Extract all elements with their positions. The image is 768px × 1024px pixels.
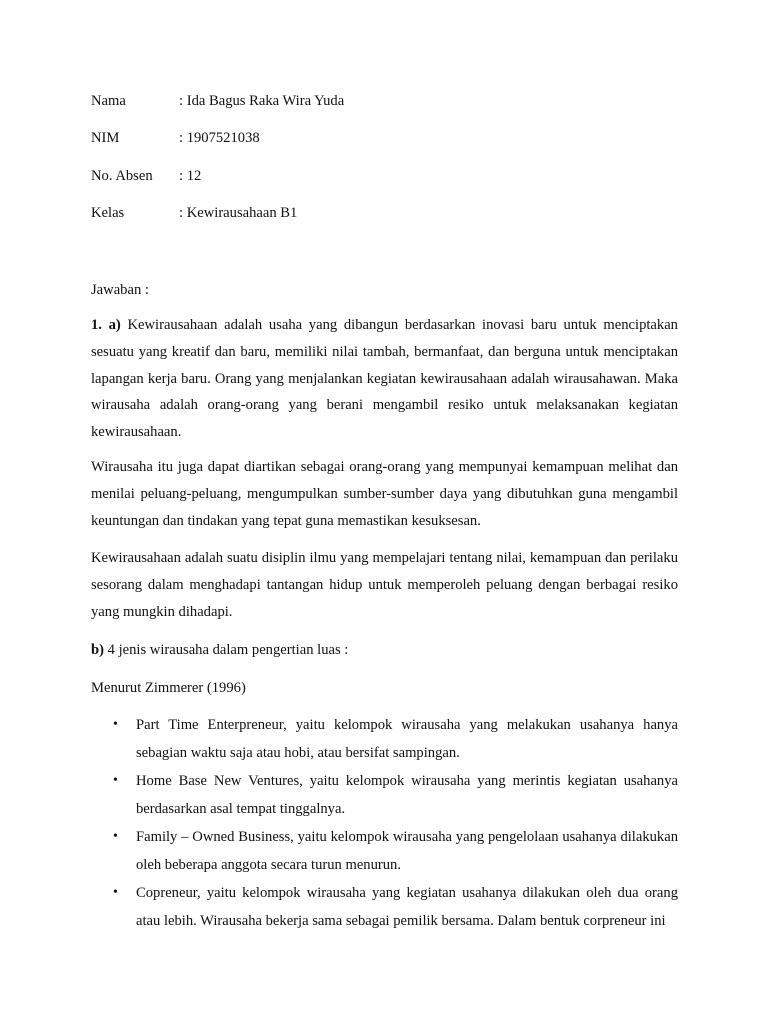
bullet-icon: •	[113, 885, 118, 900]
list-item	[91, 823, 678, 879]
identity-label: No. Absen	[91, 168, 153, 184]
subquestion-b	[91, 637, 678, 664]
bullet-icon: •	[113, 717, 118, 732]
subquestion-text: 4 jenis wirausaha dalam pengertian luas :	[103, 642, 349, 658]
paragraph-text: Kewirausahaan adalah usaha yang dibangun berdasarkan inovasi baru untuk menciptakan sesuatu yang kreatif dan baru, memiliki nilai tambah, bermanfaat, dan berguna untuk menciptakan lapangan kerja baru. Orang yang menjalankan kegiatan kewirausahaan adalah wirausahawan. Maka wirausaha adalah orang-orang yang berani mengambil resiko untuk melaksanakan kegiatan kewirausahaan.	[91, 317, 678, 441]
identity-label: Nama	[91, 93, 126, 109]
paragraph-1a	[91, 312, 678, 446]
source-citation: Menurut Zimmerer (1996)	[91, 680, 246, 696]
identity-value: : Ida Bagus Raka Wira Yuda	[179, 93, 345, 109]
question-number: 1. a)	[91, 317, 121, 333]
list-item-text: Part Time Enterpreneur, yaitu kelompok wirausaha yang melakukan usahanya hanya sebagian waktu saja atau hobi, atau bersifat sampingan.	[136, 717, 678, 761]
paragraph-3: Kewirausahaan adalah suatu disiplin ilmu yang mempelajari tentang nilai, kemampuan dan perilaku sesorang dalam menghadapi tantangan hidup untuk memperoleh peluang dengan berbagai resiko yang mungkin dihadapi.	[91, 550, 678, 620]
bullet-icon: •	[113, 773, 118, 788]
list-item	[91, 711, 678, 767]
list-item-text: Home Base New Ventures, yaitu kelompok wirausaha yang merintis kegiatan usahanya berdasarkan asal tempat tinggalnya.	[136, 773, 678, 817]
identity-value: : 12	[179, 168, 202, 184]
identity-value: : 1907521038	[179, 130, 260, 146]
answer-heading: Jawaban :	[91, 282, 149, 298]
subquestion-label: b)	[91, 642, 104, 658]
list-item-text: Copreneur, yaitu kelompok wirausaha yang kegiatan usahanya dilakukan oleh dua orang atau lebih. Wirausaha bekerja sama sebagai pemilik bersama. Dalam bentuk corpreneur ini	[136, 885, 678, 929]
bullet-list	[91, 711, 678, 935]
list-item	[91, 767, 678, 823]
list-item-text: Family – Owned Business, yaitu kelompok wirausaha yang pengelolaan usahanya dilakukan oleh beberapa anggota secara turun menurun.	[136, 829, 678, 873]
paragraph-2: Wirausaha itu juga dapat diartikan sebagai orang-orang yang mempunyai kemampuan melihat dan menilai peluang-peluang, mengumpulkan sumber-sumber daya yang dibutuhkan guna mengambil keuntungan dan tindakan yang tepat guna memastikan kesuksesan.	[91, 459, 678, 529]
identity-label: Kelas	[91, 205, 125, 221]
list-item	[91, 879, 678, 935]
identity-value: : Kewirausahaan B1	[179, 205, 298, 221]
identity-label: NIM	[91, 130, 120, 146]
bullet-icon: •	[113, 829, 118, 844]
